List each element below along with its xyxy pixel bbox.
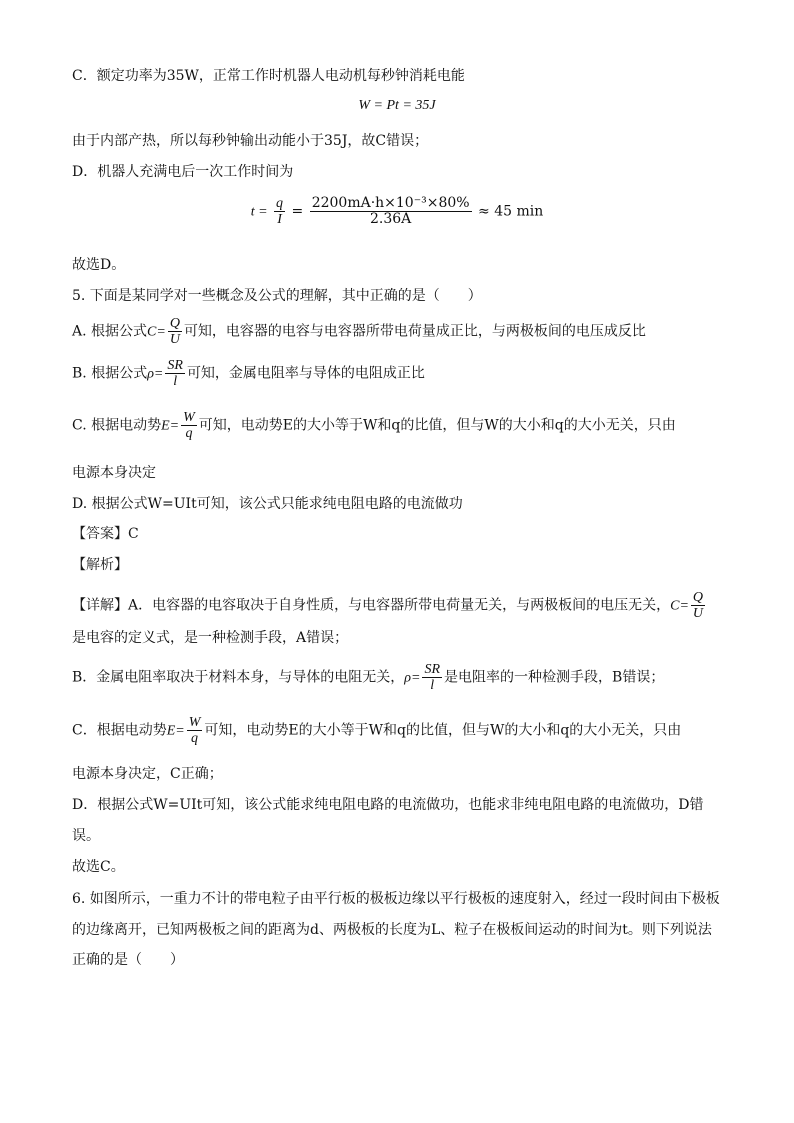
formula-fraction — [691, 590, 705, 621]
q5-option-c — [72, 410, 722, 441]
option-c-prefix: C. 根据电动势 — [72, 417, 162, 434]
eq-lhs: t = — [250, 204, 268, 220]
frac-num: SR — [424, 662, 441, 677]
eq-equals: = — [291, 203, 304, 220]
q5-option-b — [72, 358, 722, 389]
detail-c — [72, 715, 722, 746]
q-over-i-fraction — [274, 196, 285, 227]
formula-fraction — [165, 358, 185, 389]
formula-fraction — [168, 316, 182, 347]
formula-var: ρ= — [404, 670, 421, 686]
formula-var: C= — [147, 324, 166, 340]
formula-var: C= — [670, 598, 689, 614]
option-d-text: D．机器人充满电后一次工作时间为 — [72, 164, 294, 180]
frac-den: I — [277, 212, 282, 227]
detail-a-cont: 是电容的定义式，是一种检测手段，A错误； — [72, 630, 349, 646]
previous-answer: 故选D。 — [72, 257, 126, 273]
frac-den: l — [173, 374, 178, 389]
detail-c-cont: 电源本身决定，C正确； — [72, 766, 223, 782]
option-b-prefix: B. 根据公式 — [72, 365, 148, 382]
value-fraction — [310, 196, 472, 227]
eq-rhs: ≈ 45 min — [478, 203, 544, 220]
detail-a — [72, 590, 722, 621]
option-c-text: 可知，电动势E的大小等于W和q的比值，但与W的大小和q的大小无关，只由 — [198, 417, 676, 434]
detail-d: D．根据公式W=UIt可知，该公式能求纯电阻电路的电流做功，也能求非纯电阻电路的电流做功，D错 — [72, 797, 704, 813]
detail-c-prefix: C．根据电动势 — [72, 722, 167, 739]
q6-line-2: 的边缘离开，已知两极板之间的距离为d、两极板的长度为L、粒子在极板间运动的时间为t。则下列说法 — [72, 922, 712, 938]
frac-num: q — [276, 196, 284, 211]
formula-var: ρ= — [147, 366, 164, 382]
formula-var: E= — [166, 723, 185, 739]
detail-a-text: 【详解】A．电容器的电容取决于自身性质，与电容器所带电荷量无关，与两极板间的电压无关， — [72, 597, 671, 614]
q5-choose: 故选C。 — [72, 859, 125, 875]
detail-c-text: 可知，电动势E的大小等于W和q的比值，但与W的大小和q的大小无关，只由 — [204, 722, 682, 739]
frac-num: W — [188, 715, 201, 730]
analysis-label: 【解析】 — [72, 557, 128, 573]
q5-stem: 5. 下面是某同学对一些概念及公式的理解，其中正确的是（ ） — [72, 288, 482, 304]
q5-option-d: D. 根据公式W=UIt可知，该公式只能求纯电阻电路的电流做功 — [72, 496, 463, 512]
q5-option-c-cont: 电源本身决定 — [72, 465, 156, 481]
frac-den: l — [430, 678, 435, 693]
formula-fraction — [187, 715, 203, 746]
q5-option-a — [72, 316, 722, 347]
q6-line-3: 正确的是（ ） — [72, 952, 184, 968]
option-c-text: C．额定功率为35W，正常工作时机器人电动机每秒钟消耗电能 — [72, 68, 465, 84]
frac-den: U — [169, 332, 180, 347]
equation-time — [72, 196, 722, 227]
q6-line-1: 6. 如图所示，一重力不计的带电粒子由平行板的极板边缘以平行极板的速度射入，经过一段时间由下极板 — [72, 891, 720, 907]
formula-fraction — [422, 662, 442, 693]
formula-fraction — [181, 410, 197, 441]
formula-var: E= — [161, 418, 180, 434]
frac-den: q — [185, 426, 193, 441]
option-a-prefix: A. 根据公式 — [72, 323, 148, 340]
option-b-text: 可知，金属电阻率与导体的电阻成正比 — [186, 365, 425, 382]
frac-den: q — [191, 731, 199, 746]
option-a-text: 可知，电容器的电容与电容器所带电荷量成正比，与两极板间的电压成反比 — [183, 323, 646, 340]
detail-b — [72, 662, 722, 693]
answer-label: 【答案】C — [72, 526, 139, 542]
frac-num: Q — [169, 316, 180, 331]
frac-den: U — [692, 606, 704, 621]
detail-d-cont: 误。 — [72, 828, 100, 844]
option-c-reason: 由于内部产热，所以每秒钟输出动能小于35J，故C错误； — [72, 133, 429, 149]
frac-num: SR — [167, 358, 183, 373]
detail-b-text: B．金属电阻率取决于材料本身，与导体的电阻无关， — [72, 669, 405, 686]
detail-b-post: 是电阻率的一种检测手段，B错误； — [444, 669, 665, 686]
frac-num: 2200mA·h×10⁻³×80% — [311, 195, 470, 211]
frac-num: W — [183, 410, 195, 425]
equation-energy: W = Pt = 35J — [358, 98, 436, 113]
frac-num: Q — [692, 590, 704, 605]
frac-den: 2.36A — [369, 211, 412, 227]
